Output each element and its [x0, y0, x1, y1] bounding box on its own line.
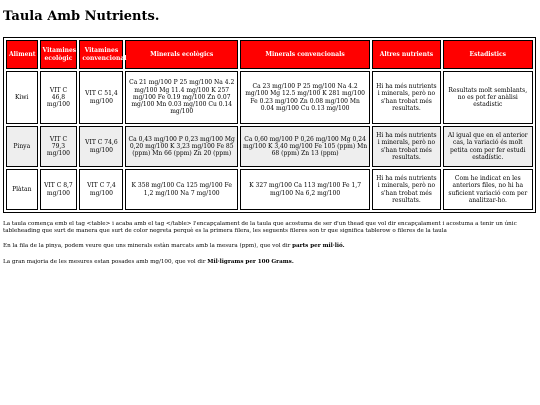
header-cell-estadistics: Estadistics [443, 40, 533, 69]
table-row-kiwi [6, 71, 533, 124]
table-cell: VIT C 46,8 mg/100 [40, 71, 78, 124]
table-cell: Al igual que en el anterior cas, la variació és molt petita com per fer estudi estadístic. [443, 126, 533, 167]
table-cell: VIT C 79,3 mg/100 [40, 126, 78, 167]
table-cell: Resultats molt semblants, no es pot fer anàlisi estadistic [443, 71, 533, 124]
table-cell: Ca 0,43 mg/100 P 0,23 mg/100 Mg 0,20 mg/100 K 3,23 mg/100 Fe 85 (ppm) Mn 66 (ppm) Zn 20 (ppm) [125, 126, 237, 167]
table-cell: Ca 23 mg/100 P 25 mg/100 Na 4.2 mg/100 Mg 12.5 mg/100 K 281 mg/100 Fe 0.23 mg/100 Zn 0.08 mg/100 Mn 0.04 mg/100 Cu 0.13 mg/100 [240, 71, 370, 124]
table-cell: VIT C 74,6 mg/100 [79, 126, 123, 167]
table-cell: K 358 mg/100 Ca 125 mg/100 Fe 1,2 mg/100 Na 7 mg/100 [125, 169, 237, 210]
table-cell: VIT C 8,7 mg/100 [40, 169, 78, 210]
note-mg-bold: Mil·ligrams per 100 Grams. [207, 258, 294, 265]
table-cell: Plàtan [6, 169, 38, 210]
table-row-platan [6, 169, 533, 210]
note-ppm-bold: parts per mil·lió. [292, 243, 345, 250]
note-paragraph-table-structure: La taula comença emb el tag <table> i acaba amb el tag </table> l'encapçalament de la taula que acostuma de ser d'un thead que vol dir encapçalament i acostuma a tenir un únic tableheading que surt de manera que surt de color negreta perquè es la primera filera, les seguents fileres son tr que significa tablerow o fileres de la taula [3, 221, 517, 235]
page-title: Taula Amb Nutrients. [3, 9, 160, 24]
header-cell-vitamines-ecologic: Vitamines ecològic [40, 40, 78, 69]
table-cell: Ca 0,60 mg/100 P 0,26 mg/100 Mg 0,24 mg/100 K 3,40 mg/100 Fe 105 (ppm) Mn 68 (ppm) Zn 13 (ppm) [240, 126, 370, 167]
table-row-pinya [6, 126, 533, 167]
table-cell: VIT C 51,4 mg/100 [79, 71, 123, 124]
note-mg-text: La gran majoria de les mesures estan posades amb mg/100, que vol dir [3, 258, 208, 265]
nutrients-table [3, 37, 536, 213]
header-cell-minerals-ecologics: Minerals ecològics [125, 40, 237, 69]
table-cell: VIT C 7,4 mg/100 [79, 169, 123, 210]
table-cell: Kiwi [6, 71, 38, 124]
table-cell: Hi ha més nutrients i minerals, però no s'han trobat més resultats. [372, 71, 440, 124]
notes [3, 221, 537, 266]
table-cell: K 327 mg/100 Ca 113 mg/100 Fe 1,7 mg/100 Na 6,2 mg/100 [240, 169, 370, 210]
table-cell: Com he indicat en les anteriors files, no hi ha suficient variació com per analitzar-ho. [443, 169, 533, 210]
table-cell: Pinya [6, 126, 38, 167]
note-paragraph-mg [3, 259, 537, 266]
note-ppm-text: En la fila de la pinya, podem veure que uns minerals estàn marcats amb la mesura (ppm), que vol dir [3, 243, 293, 250]
note-paragraph-ppm [3, 243, 537, 250]
header-cell-minerals-convencionals: Minerals convencionals [240, 40, 370, 69]
table-header-row [6, 40, 533, 69]
header-cell-altres-nutrients: Altres nutrients [372, 40, 440, 69]
table-cell: Hi ha més nutrients i minerals, però no s'han trobat més resultats. [372, 169, 440, 210]
table-cell: Ca 21 mg/100 P 25 mg/100 Na 4.2 mg/100 Mg 11.4 mg/100 K 257 mg/100 Fe 0.19 mg/100 Zn 0.07 mg/100 Mn 0.03 mg/100 Cu 0.14 mg/100 [125, 71, 237, 124]
header-cell-vitamines-convencional: Vitamines convencional [79, 40, 123, 69]
table-cell: Hi ha més nutrients i minerals, però no s'han trobat més resultats. [372, 126, 440, 167]
header-cell-aliment: Aliment [6, 40, 38, 69]
